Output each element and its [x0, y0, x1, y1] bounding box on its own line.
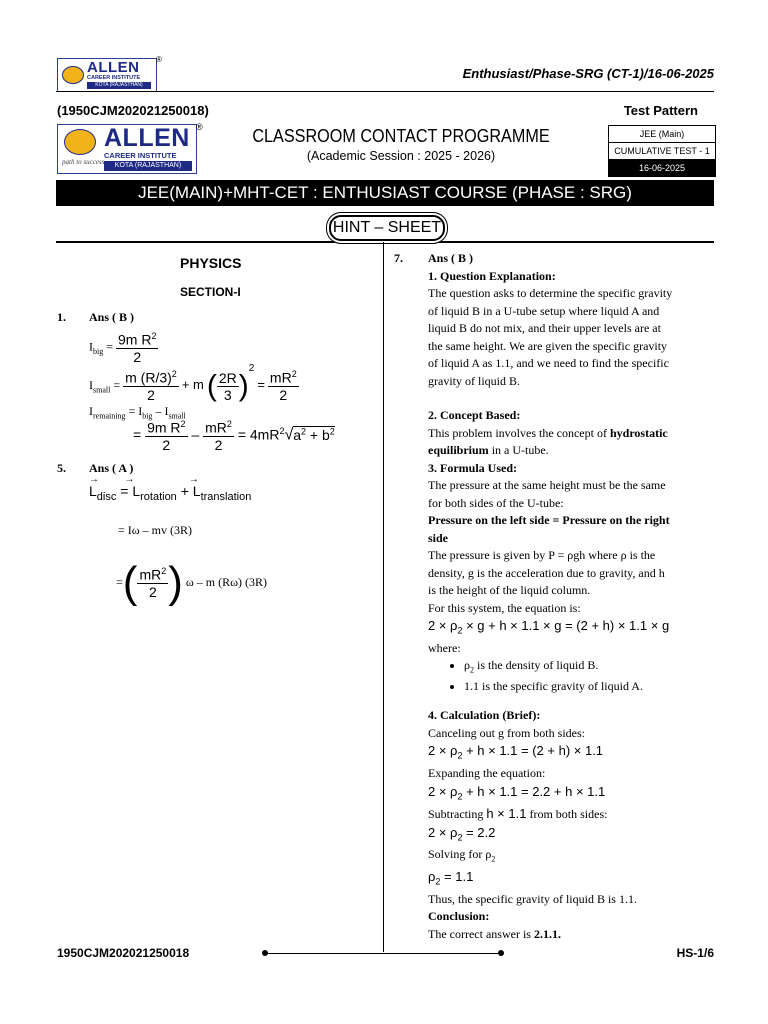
footer-rule [265, 953, 501, 954]
q7-calc-step4: Solving for $\rho_2$ [428, 847, 496, 864]
q7-formula-text: The pressure at the same height must be the same for both sides of the U-tube: [428, 478, 666, 510]
q7-calc-step2: Expanding the equation: [428, 766, 546, 781]
q5-eq-angular-momentum: → $L_{disc}$ → = $L_{rotation}$ → + $L_{translation}$ [89, 474, 252, 503]
q7-heading-formula: 3. Formula Used: [428, 460, 517, 475]
q7-calc-eq3: $2 \times \rho_2 = 2.2$ [428, 824, 496, 843]
q1-eq-iremaining: $I_{remaining} = I_{big} - I_{small}$ [89, 404, 186, 421]
test-name: CUMULATIVE TEST - 1 [609, 143, 715, 160]
q7-calc-step3: Subtracting h × 1.1 from both sides: [428, 806, 608, 822]
q1-eq-result: = $\frac{9m R^2}{2}$ – $\frac{mR^2}{2}$ = $4mR^2√a^2 + b^2$ [133, 419, 335, 453]
course-banner: JEE(MAIN)+MHT-CET : ENTHUSIAST COURSE (PHASE : SRG) [56, 180, 714, 206]
q7-heading-explanation: 1. Question Explanation: [428, 268, 556, 283]
q7-calc-result: Thus, the specific gravity of liquid B is 1.1. [428, 891, 637, 906]
q7-heading-conclusion: Conclusion: [428, 909, 490, 924]
q7-pressure-explanation: The pressure is given by P = ρgh where ρ is the density, g is the acceleration due to gravity, and h is the height of the liquid column. For this system, the equation is: [428, 548, 665, 615]
allen-logo-large: path to success ALLEN CAREER INSTITUTE KOTA (RAJASTHAN) [57, 124, 197, 174]
registered-mark-large: ® [196, 122, 203, 132]
exam-name: JEE (Main) [609, 126, 715, 143]
test-date: 16-06-2025 [609, 160, 715, 177]
q7-calc-eq1: $2 \times \rho_2 + h \times 1.1 = (2 + h) \times 1.1$ [428, 743, 604, 762]
q7-where: where: [428, 640, 461, 655]
q7-number: 7. [394, 251, 403, 265]
logo-emblem-icon [62, 66, 84, 84]
list-item: • 1.1 is the specific gravity of liquid A. [464, 678, 714, 695]
column-divider [383, 242, 384, 952]
hint-sheet-line [56, 241, 714, 243]
registered-mark-small: ® [156, 55, 162, 64]
q7-answer-block [428, 250, 714, 943]
logo-emblem-icon-large [64, 129, 96, 155]
q7-answer: Ans ( B ) [428, 251, 474, 265]
q7-calc-step1: Canceling out g from both sides: [428, 725, 585, 740]
test-pattern-label: Test Pattern [623, 103, 698, 118]
footer-dot-right [498, 950, 504, 956]
allen-logo-small: ALLEN CAREER INSTITUTE KOTA (RAJASTHAN) [57, 58, 157, 92]
section-heading: SECTION-I [180, 285, 241, 299]
q1-number: 1. [57, 310, 66, 324]
q7-definitions-list [428, 657, 714, 695]
academic-session: (Academic Session : 2025 - 2026) [306, 149, 496, 163]
q7-concept-text: This problem involves the concept of hydrostatic equilibrium in a U-tube. [428, 425, 668, 457]
q5-answer: Ans ( A ) [89, 461, 134, 475]
q1-answer: Ans ( B ) [89, 310, 135, 324]
q7-explanation-text: The question asks to determine the specific gravity of liquid B in a U-tube setup where liquid A and liquid B do not mix, and their upper levels are at the same height. We are given the specific gravity of liquid A as 1.1, and we need to find the specific gravity of liquid B. [428, 286, 673, 388]
q7-heading-concept: 2. Concept Based: [428, 408, 521, 422]
q1-eq-ibig: $I_{big}$ = $\frac{9m R^2}{2}$ [89, 331, 157, 365]
q5-number: 5. [57, 461, 66, 475]
q1-eq-ismall: $I_{small}$ = $\frac{m (R/3)^2}{2}$ + m ( $\frac{2R}{3}$ )$^2$ = $\frac{mR^2}{2}$ [89, 363, 297, 404]
paper-code: (1950CJM202021250018) [57, 103, 209, 118]
q7-heading-calculation: 4. Calculation (Brief): [428, 708, 541, 723]
test-info-box [608, 125, 716, 177]
q7-main-equation: $2 \times \rho_2 \times g + h \times 1.1 \times g = (2 + h) \times 1.1 \times g$ [428, 618, 670, 636]
programme-title: CLASSROOM CONTACT PROGRAMME [252, 126, 550, 146]
top-right-title: Enthusiast/Phase-SRG (CT-1)/16-06-2025 [462, 66, 714, 81]
hint-sheet-badge: HINT – SHEET [329, 215, 445, 241]
subject-heading: PHYSICS [180, 255, 242, 271]
footer-page-number: HS-1/6 [676, 946, 714, 960]
q7-conclusion-text: The correct answer is 2.1.1. [428, 926, 561, 941]
q7-calc-eq4: $\rho_2 = 1.1$ [428, 869, 474, 887]
top-rule [56, 91, 714, 92]
q5-eq-line2: = Iω – mv (3R) [118, 523, 192, 537]
footer-code: 1950CJM202021250018 [57, 946, 190, 960]
q7-calc-eq2: $2 \times \rho_2 + h \times 1.1 = 2.2 + h \times 1.1$ [428, 783, 606, 802]
q5-eq-line3: =( $\frac{mR^2}{2}$ ) ω – m (Rω) (3R) [116, 558, 268, 607]
footer-dot-left [262, 950, 268, 956]
q7-pressure-statement: Pressure on the left side = Pressure on the right side [428, 513, 670, 545]
list-item: • $\rho_2$ is the density of liquid B. [464, 657, 714, 678]
